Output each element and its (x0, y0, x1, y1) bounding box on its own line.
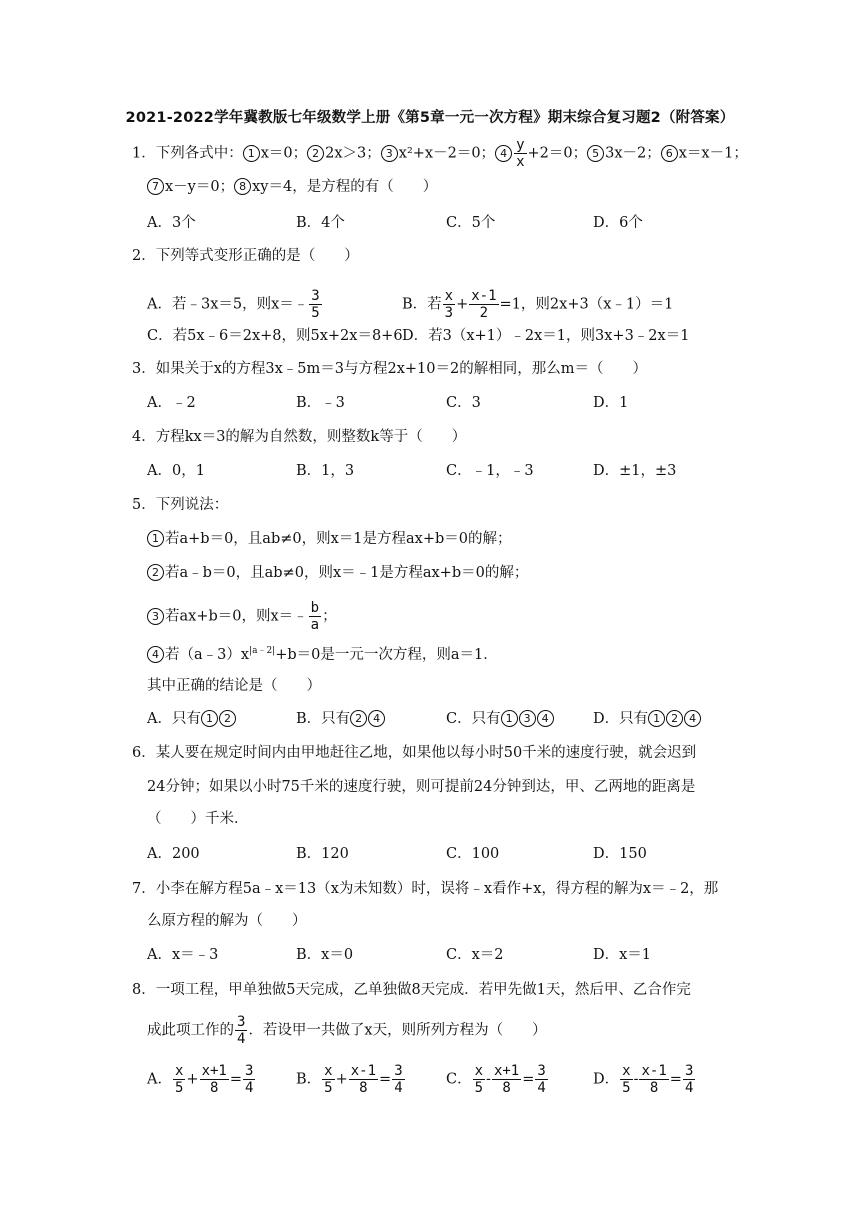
question-7-line-2: 么原方程的解为（ ） (147, 913, 307, 929)
option-a: A．3个 (147, 215, 196, 231)
question-5-conclusion: 其中正确的结论是（ ） (147, 678, 321, 694)
question-1-line-2 (147, 177, 437, 197)
circled-number: 1 (147, 530, 164, 547)
fraction: $\frac{b}{a}$ (310, 600, 320, 633)
option-d: D．1 (593, 395, 629, 411)
option-c: C．5个 (446, 215, 496, 231)
option-b: B．只有 2 4 (296, 709, 386, 729)
circled-number: 4 (147, 646, 164, 663)
equation-text: x＝0； (260, 145, 308, 162)
option-a: A．0，1 (147, 463, 205, 479)
equation-text: x－y＝0； (165, 179, 235, 195)
circled-number: 3 (147, 608, 164, 625)
option-a: A．x＝﹣3 (147, 947, 219, 963)
statement-4: 4 若$(a﹣3)x^{|a﹣2|}+b=0$是一元一次方程，则a＝1． (147, 641, 498, 665)
option-d: D． $\frac{x}{5}$ - $\frac{x-1}{8}$ = $\frac{3}{4}$ (593, 1063, 694, 1096)
equation-text: +2＝0； (527, 145, 588, 162)
question-8-line-2: 成此项工作的 $\frac{3}{4}$ ．若设甲一共做了x天，则所列方程为（ ） (147, 1014, 547, 1047)
option-b: B．120 (296, 846, 349, 862)
question-2-stem: 2．下列等式变形正确的是（ ） (132, 248, 359, 264)
option-d: D．150 (593, 846, 647, 862)
question-4-stem: 4．方程kx＝3的解为自然数，则整数k等于（ ） (132, 429, 467, 445)
option-d: D．±1，±3 (593, 463, 677, 479)
option-a: A． $\frac{x}{5}$ + $\frac{x+1}{8}$ = $\frac{3}{4}$ (147, 1063, 254, 1096)
option-c: C．x＝2 (446, 947, 504, 963)
question-3-stem: 3．如果关于x的方程3x﹣5m＝3与方程2x+10＝2的解相同，那么m＝（ ） (132, 361, 647, 377)
fraction: $\frac{x}{3}$ (444, 288, 454, 321)
fraction: $\frac{y}{x}$ (516, 137, 525, 170)
circled-number: 2 (307, 145, 324, 162)
circled-number: 4 (495, 145, 512, 162)
equation-text: x＝x－1； (678, 145, 748, 162)
page-title: 2021-2022学年冀教版七年级数学上册《第5章一元一次方程》期末综合复习题2（附答案） (125, 110, 735, 126)
question-8-line-1: 8．一项工程，甲单独做5天完成，乙单独做8天完成．若甲先做1天，然后甲、乙合作完 (132, 982, 691, 998)
circled-number: 8 (234, 178, 251, 195)
option-c: C．100 (446, 846, 500, 862)
option-b: B．﹣3 (296, 395, 345, 411)
fraction: $\frac{x-1}{2}$ (471, 288, 497, 321)
circled-number: 7 (147, 178, 164, 195)
circled-number: 5 (587, 145, 604, 162)
statement-3: 3 若ax+b＝0，则x＝﹣ $\frac{b}{a}$ ； (147, 600, 337, 633)
option-b: B．1，3 (296, 463, 355, 479)
question-6-line-1: 6．某人要在规定时间内由甲地赶往乙地，如果他以每小时50千米的速度行驶，就会迟到 (132, 745, 697, 761)
question-7-line-1: 7．小李在解方程5a﹣x＝13（x为未知数）时，误将﹣x看作+x，得方程的解为x＝﹣2，那 (132, 881, 719, 897)
option-d: D．只有 1 2 4 (593, 709, 702, 729)
circled-number: 2 (147, 564, 164, 581)
question-5-stem: 5．下列说法： (132, 497, 229, 513)
option-b: B．若 $\frac{x}{3}$ + $\frac{x-1}{2}$ =1，则2x+3（x﹣1）＝1 (402, 288, 674, 321)
equation-text: xy＝4，是方程的有（ ） (252, 179, 438, 195)
question-1-line-1 (132, 137, 748, 170)
option-a: A．只有 1 2 (147, 709, 237, 729)
equation-text: x²+x－2＝0； (398, 145, 496, 162)
circled-number: 3 (381, 145, 398, 162)
question-6-line-2: 24分钟；如果以小时75千米的速度行驶，则可提前24分钟到达，甲、乙两地的距离是 (147, 779, 696, 795)
option-b: B．x＝0 (296, 947, 354, 963)
fraction: $\frac{3}{5}$ (311, 288, 320, 321)
option-d: D．6个 (593, 215, 643, 231)
option-d: D．x＝1 (593, 947, 652, 963)
statement-2: 2 若a﹣b＝0，且ab≠0，则x＝﹣1是方程ax+b＝0的解； (147, 563, 528, 583)
question-6-line-3: （ ）千米． (147, 811, 249, 827)
equation-text: 2x＞3； (325, 145, 381, 162)
circled-number: 1 (243, 145, 260, 162)
question-stem: 下列各式中： (155, 145, 243, 162)
option-c: C．3 (446, 395, 481, 411)
fraction: $\frac{3}{4}$ (237, 1014, 246, 1047)
option-a: A．200 (147, 846, 200, 862)
statement-1: 1 若a+b＝0，且ab≠0，则x＝1是方程ax+b＝0的解； (147, 529, 511, 549)
option-d: D．若3（x+1）﹣2x＝1，则3x+3﹣2x＝1 (402, 328, 690, 344)
question-number: 1． (132, 145, 156, 162)
option-c: C． $\frac{x}{5}$ - $\frac{x+1}{8}$ = $\frac{3}{4}$ (446, 1063, 546, 1096)
option-b: B．4个 (296, 215, 345, 231)
option-a: A．﹣2 (147, 395, 196, 411)
option-c: C．若5x﹣6＝2x+8，则5x+2x＝8+6 (147, 328, 403, 344)
circled-number: 6 (661, 145, 678, 162)
option-a: A．若﹣3x＝5，则x＝﹣ $\frac{3}{5}$ (147, 288, 320, 321)
option-b: B． $\frac{x}{5}$ + $\frac{x-1}{8}$ = $\frac{3}{4}$ (296, 1063, 403, 1096)
option-c: C．﹣1，﹣3 (446, 463, 534, 479)
option-c: C．只有 1 3 4 (446, 709, 555, 729)
equation-text: 3x－2； (605, 145, 661, 162)
